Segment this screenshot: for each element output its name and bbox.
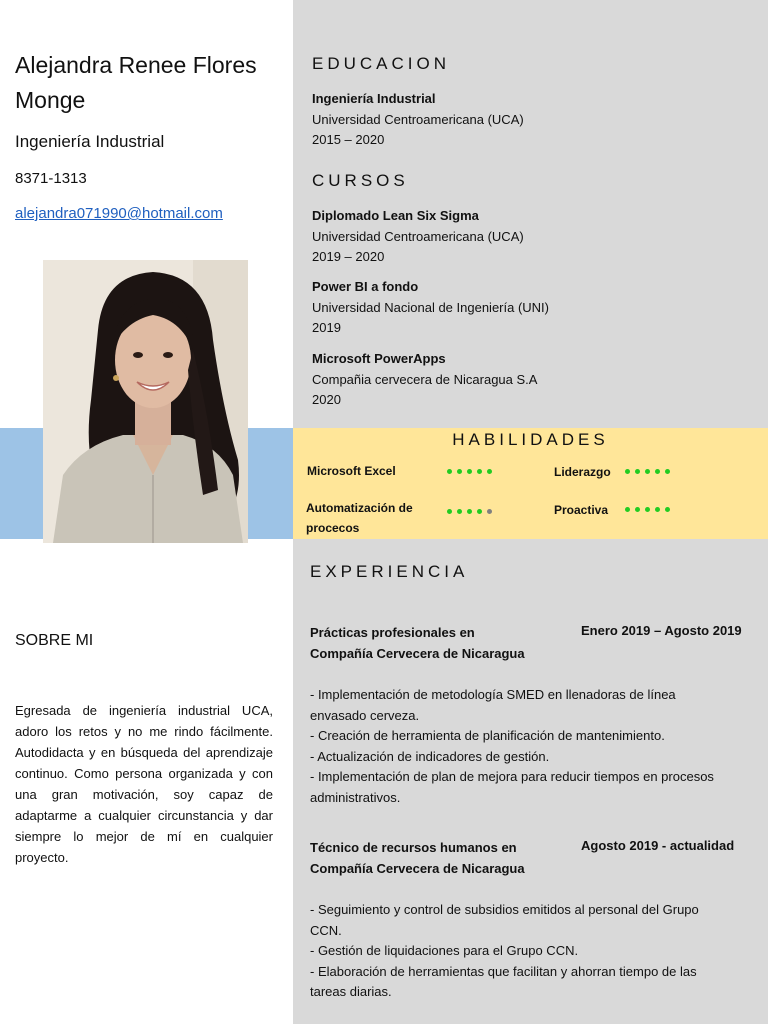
rating-dot-empty [487,509,492,514]
experience-role: Prácticas profesionales en [310,625,475,640]
skill-rating [447,469,492,474]
rating-dot-filled [665,507,670,512]
rating-dot-filled [645,469,650,474]
skill-label: Automatización de procecos [306,501,413,535]
profile-name: Alejandra Renee Flores Monge [15,52,257,113]
experience-heading: EXPERIENCIA [310,562,469,581]
rating-dot-filled [467,509,472,514]
experience-bullet: - Implementación de plan de mejora para reducir tiempos en procesos administrativos. [310,769,714,805]
profile-title: Ingeniería Industrial [15,132,165,151]
profile-email-link[interactable]: alejandra071990@hotmail.com [15,205,223,222]
course-institution: Compañia cervecera de Nicaragua S.A [312,371,538,387]
rating-dot-filled [655,469,660,474]
rating-dot-filled [477,509,482,514]
rating-dot-filled [655,507,660,512]
rating-dot-filled [447,509,452,514]
course-institution: Universidad Nacional de Ingeniería (UNI) [312,299,550,315]
experience-bullet: - Implementación de metodología SMED en llenadoras de línea envasado cerveza. [310,687,676,723]
rating-dot-filled [477,469,482,474]
profile-phone: 8371-1313 [15,170,87,187]
course-years: 2019 – 2020 [312,249,385,264]
about-heading: SOBRE MI [15,632,94,649]
education-years: 2015 – 2020 [312,132,385,147]
experience-bullet: - Elaboración de herramientas que facilitan y ahorran tiempo de las tareas diarias. [310,963,697,999]
education-institution: Universidad Centroamericana (UCA) [312,111,524,127]
course-title: Power BI a fondo [312,279,419,294]
course-item [312,277,549,339]
experience-role: Técnico de recursos humanos en [310,840,517,855]
course-title: Diplomado Lean Six Sigma [312,208,479,223]
rating-dot-filled [625,469,630,474]
course-institution: Universidad Centroamericana (UCA) [312,228,524,244]
skill-rating [447,509,492,514]
experience-dates: Enero 2019 – Agosto 2019 [581,623,742,638]
profile-photo [43,260,248,543]
experience-bullet: - Gestión de liquidaciones para el Grupo CCN. [310,943,579,958]
rating-dot-filled [467,469,472,474]
rating-dot-filled [487,469,492,474]
rating-dot-filled [635,507,640,512]
education-item [312,89,524,151]
course-years: 2020 [312,392,341,407]
skills-heading: HABILIDADES [452,430,609,449]
rating-dot-filled [447,469,452,474]
courses-heading: CURSOS [312,171,409,190]
rating-dot-filled [457,509,462,514]
portrait-illustration [43,260,248,543]
experience-bullets [310,900,730,1003]
experience-bullet: - Seguimiento y control de subsidios emitidos al personal del Grupo CCN. [310,902,699,938]
skill-rating [625,469,670,474]
skill-label: Liderazgo [554,465,611,479]
rating-dot-filled [625,507,630,512]
rating-dot-filled [457,469,462,474]
experience-bullet: - Creación de herramienta de planificación de mantenimiento. [310,728,665,743]
experience-bullet: - Actualización de indicadores de gestión. [310,748,550,764]
experience-company: Compañía Cervecera de Nicaragua [310,860,525,876]
skill-label: Proactiva [554,503,609,517]
experience-bullets [310,685,730,808]
rating-dot-filled [665,469,670,474]
about-text: Egresada de ingeniería industrial UCA, adoro los retos y no me rindo fácilmente. Autodidacta y en búsqueda del aprendizaje continuo. Como persona organizada y con una gran motivación, soy capaz de adaptarme a cualquier circunstancia y dar siempre lo mejor de mí en cualquier proyecto. [15,703,273,865]
skill-rating [625,507,670,512]
course-years: 2019 [312,320,341,335]
experience-company: Compañía Cervecera de Nicaragua [310,645,525,661]
course-item [312,349,537,411]
rating-dot-filled [635,469,640,474]
course-item [312,206,524,268]
rating-dot-filled [645,507,650,512]
experience-dates: Agosto 2019 - actualidad [581,838,735,853]
education-heading: EDUCACION [312,54,451,73]
course-title: Microsoft PowerApps [312,351,446,366]
skill-label: Microsoft Excel [307,464,396,478]
education-title: Ingeniería Industrial [312,91,436,106]
